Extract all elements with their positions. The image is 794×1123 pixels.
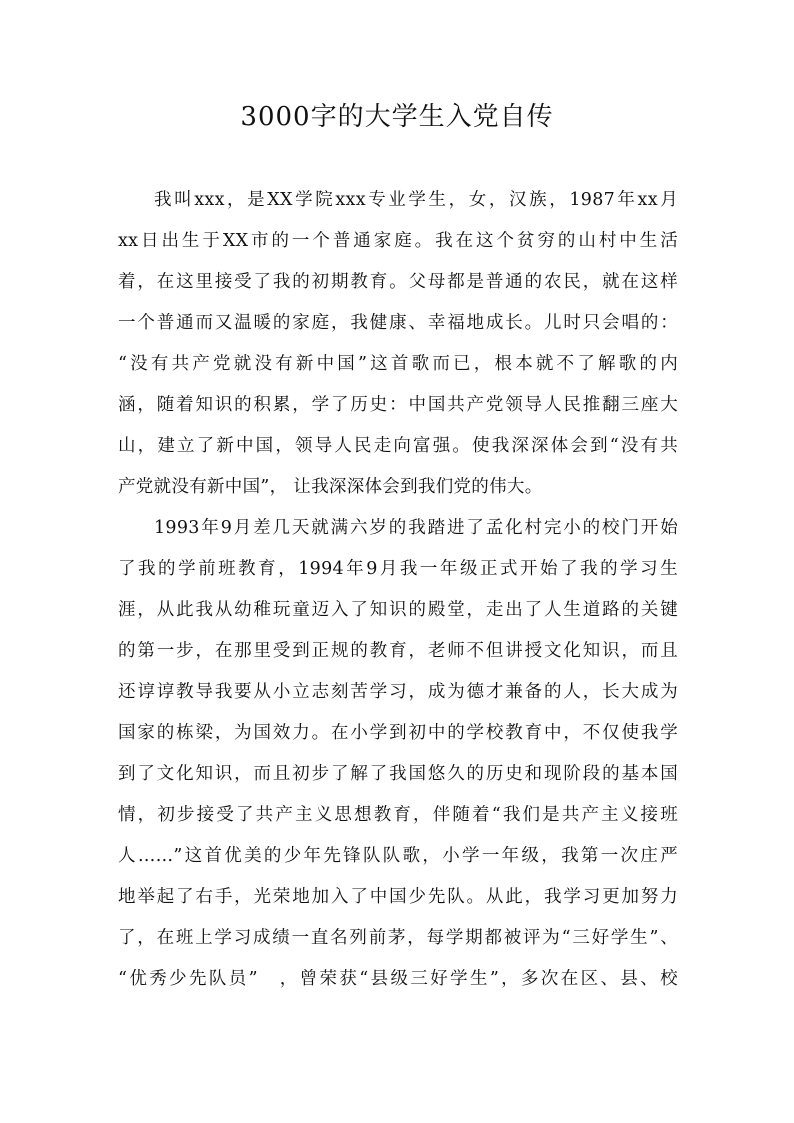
paragraph-1-line: 着，在这里接受了我的初期教育。父母都是普通的农民，就在这样 <box>118 272 678 292</box>
paragraph-2-line: 国家的栋梁，为国效力。在小学到初中的学校教育中，不仅使我学 <box>118 723 678 743</box>
paragraph-2-line: 的第一步，在那里受到正规的教育，老师不但讲授文化知识，而且 <box>118 641 678 661</box>
paragraph-1-line: xx日出生于XX市的一个普通家庭。我在这个贫穷的山村中生活 <box>118 231 678 251</box>
paragraph-1-line: 涵，随着知识的积累，学了历史：中国共产党领导人民推翻三座大 <box>118 395 678 415</box>
document-title: 3000字的大学生入党自传 <box>240 102 554 132</box>
paragraph-2-line: 涯，从此我从幼稚玩童迈入了知识的殿堂，走出了人生道路的关键 <box>118 600 678 620</box>
paragraph-2-line: 情，初步接受了共产主义思想教育，伴随着“我们是共产主义接班 <box>118 805 678 825</box>
document-body <box>118 180 678 1000</box>
paragraph-2-line: 了我的学前班教育，1994年9月我一年级正式开始了我的学习生 <box>118 559 678 579</box>
paragraph-2-line: 人……”这首优美的少年先锋队队歌，小学一年级，我第一次庄严 <box>118 846 678 866</box>
paragraph-2-line: 1993年9月差几天就满六岁的我踏进了孟化村完小的校门开始 <box>154 518 678 538</box>
paragraph-2-line: 了，在班上学习成绩一直名列前茅，每学期都被评为“三好学生”、 <box>118 928 678 948</box>
paragraph-2-line: 还谆谆教导我要从小立志刻苦学习，成为德才兼备的人，长大成为 <box>118 682 678 702</box>
paragraph-2-line: “优秀少先队员” ，曾荣获“县级三好学生”，多次在区、县、校 <box>118 969 678 989</box>
paragraph-1-last-line: 产党就没有新中国”， 让我深深体会到我们党的伟大。 <box>118 477 543 497</box>
paragraph-1-line: 我叫xxx，是XX学院xxx专业学生，女，汉族，1987年xx月 <box>154 190 678 210</box>
paragraph-2-line: 到了文化知识，而且初步了解了我国悠久的历史和现阶段的基本国 <box>118 764 678 784</box>
paragraph-1-line: “没有共产党就没有新中国”这首歌而已，根本就不了解歌的内 <box>118 354 678 374</box>
paragraph-1-line: 山，建立了新中国，领导人民走向富强。使我深深体会到“没有共 <box>118 436 678 456</box>
paragraph-2-line: 地举起了右手，光荣地加入了中国少先队。从此，我学习更加努力 <box>118 887 678 907</box>
paragraph-1-line: 一个普通而又温暖的家庭，我健康、幸福地成长。儿时只会唱的： <box>118 313 678 333</box>
